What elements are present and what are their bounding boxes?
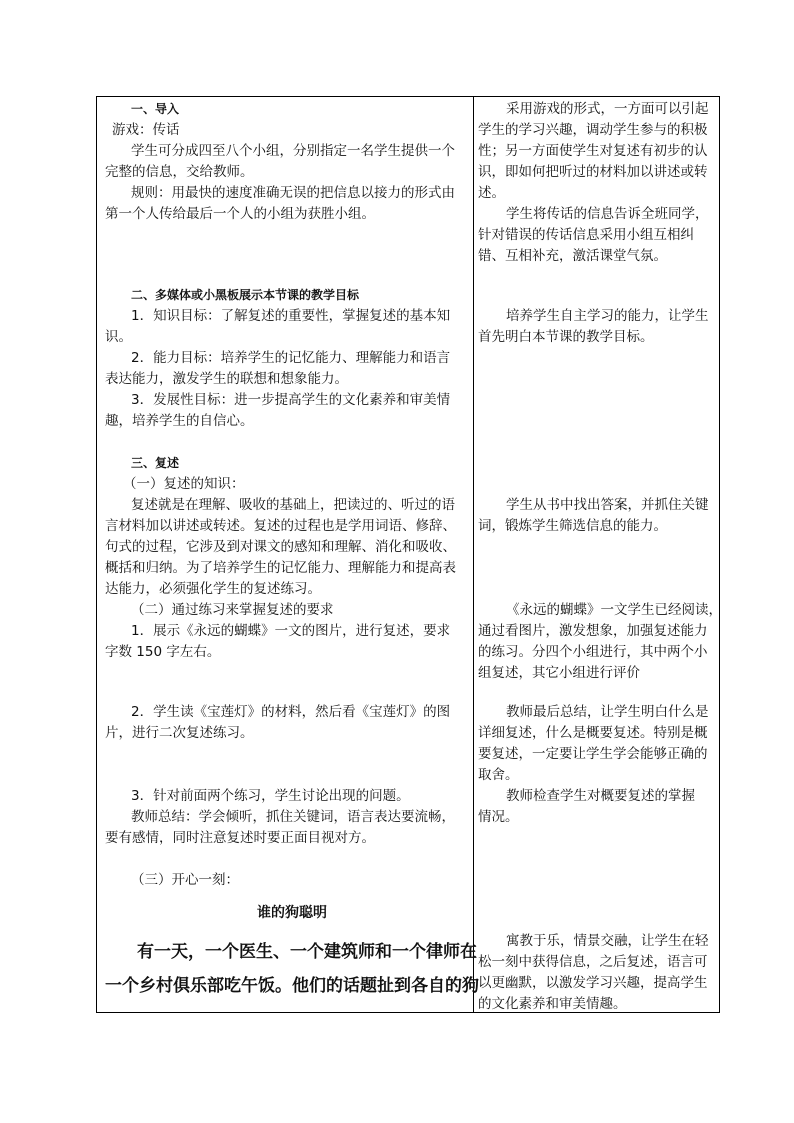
note-line: 取舍。 [478,767,519,783]
rule-line: 第一个人传给最后一个人的小组为获胜小组。 [105,206,375,222]
goal-line: 2．能力目标：培养学生的记忆能力、理解能力和语言 [131,350,451,366]
definition-line: 复述就是在理解、吸收的基础上，把读过的、听过的语 [131,497,455,513]
exercise-line: 字数 150 字左右。 [105,644,221,660]
note-line: 的练习。分四个小组进行，其中两个小 [478,644,708,660]
definition-line: 达能力，必须强化学生的复述练习。 [105,581,321,597]
rule-line: 规则：用最快的速度准确无误的把信息以接力的形式由 [131,185,455,201]
note-line: 首先明白本节课的教学目标。 [478,329,654,345]
note-line: 组复述，其它小组进行评价 [478,665,640,681]
note-line: 学生从书中找出答案，并抓住关键 [506,497,709,513]
note-line: 的文化素养和审美情趣。 [478,996,627,1012]
game-title: 游戏：传话 [112,122,180,138]
story-line: 一个乡村俱乐部吃午饭。他们的话题扯到各自的狗 [105,976,479,996]
definition-line: 概括和归纳。为了培养学生的记忆能力、理解能力和提高表 [105,560,456,576]
note-line: 识，即如何把听过的材料加以讲述或转 [478,164,708,180]
section-heading-intro: 一、导入 [131,102,180,116]
exercise-line: 2．学生读《宝莲灯》的材料，然后看《宝莲灯》的图 [131,704,451,720]
note-line: 学生将传话的信息告诉全班同学， [506,206,709,222]
note-line: 教师检查学生对概要复述的掌握 [506,788,695,804]
note-line: 通过看图片，激发想象，加强复述能力 [478,623,708,639]
goal-line: 趣，培养学生的自信心。 [105,413,254,429]
definition-line: 言材料加以讲述或转述。复述的过程也是学用词语、修辞、 [105,518,456,534]
goal-line: 3．发展性目标：进一步提高学生的文化素养和审美情 [131,392,451,408]
exercise-line: 片，进行二次复述练习。 [105,725,254,741]
note-line: 培养学生自主学习的能力，让学生 [506,308,709,324]
exercise-line: 3．针对前面两个练习，学生讨论出现的问题。 [131,788,410,804]
summary-line: 教师总结：学会倾听，抓住关键词，语言表达要流畅， [131,809,455,825]
goal-line: 1．知识目标：了解复述的重要性，掌握复述的基本知 [131,308,451,324]
definition-line: 句式的过程，它涉及到对课文的感知和理解、消化和吸收、 [105,539,456,555]
note-line: 教师最后总结，让学生明白什么是 [506,704,709,720]
note-line: 详细复述，什么是概要复述。特别是概 [478,725,708,741]
paragraph-line: 完整的信息，交给教师。 [105,164,254,180]
goal-line: 表达能力，激发学生的联想和想象能力。 [105,371,348,387]
subsection-heading: （三）开心一刻： [131,872,239,888]
subsection-heading: （一）复述的知识： [123,476,245,492]
section-heading-retell: 三、复述 [131,456,180,470]
lesson-plan-table [96,96,720,1013]
note-line: 词，锻炼学生筛选信息的能力。 [478,518,667,534]
note-line: 针对错误的传话信息采用小组互相纠 [478,227,694,243]
note-line: 述。 [478,185,505,201]
note-line: 学生的学习兴趣，调动学生参与的积极 [478,122,708,138]
subsection-heading: （二）通过练习来掌握复述的要求 [131,602,334,618]
summary-line: 要有感情，同时注意复述时要正面目视对方。 [105,830,375,846]
story-title: 谁的狗聪明 [257,905,327,921]
goal-line: 识。 [105,329,132,345]
exercise-line: 1．展示《永远的蝴蝶》一文的图片，进行复述，要求 [131,623,451,639]
note-line: 性；另一方面使学生对复述有初步的认 [478,143,708,159]
column-divider [473,97,474,1012]
paragraph-line: 学生可分成四至八个小组，分别指定一名学生提供一个 [131,143,455,159]
story-line: 有一天，一个医生、一个建筑师和一个律师在 [137,942,477,962]
section-heading-goals: 二、多媒体或小黑板展示本节课的教学目标 [131,288,360,302]
note-line: 错、互相补充，激活课堂气氛。 [478,248,667,264]
note-line: 以更幽默，以激发学习兴趣，提高学生 [478,975,708,991]
note-line: 寓教于乐，情景交融，让学生在轻 [506,933,709,949]
note-line: 《永远的蝴蝶》一文学生已经阅读， [506,602,722,618]
note-line: 情况。 [478,809,519,825]
note-line: 松一刻中获得信息，之后复述，语言可 [478,954,708,970]
note-line: 采用游戏的形式，一方面可以引起 [506,101,709,117]
note-line: 要复述，一定要让学生学会能够正确的 [478,746,708,762]
